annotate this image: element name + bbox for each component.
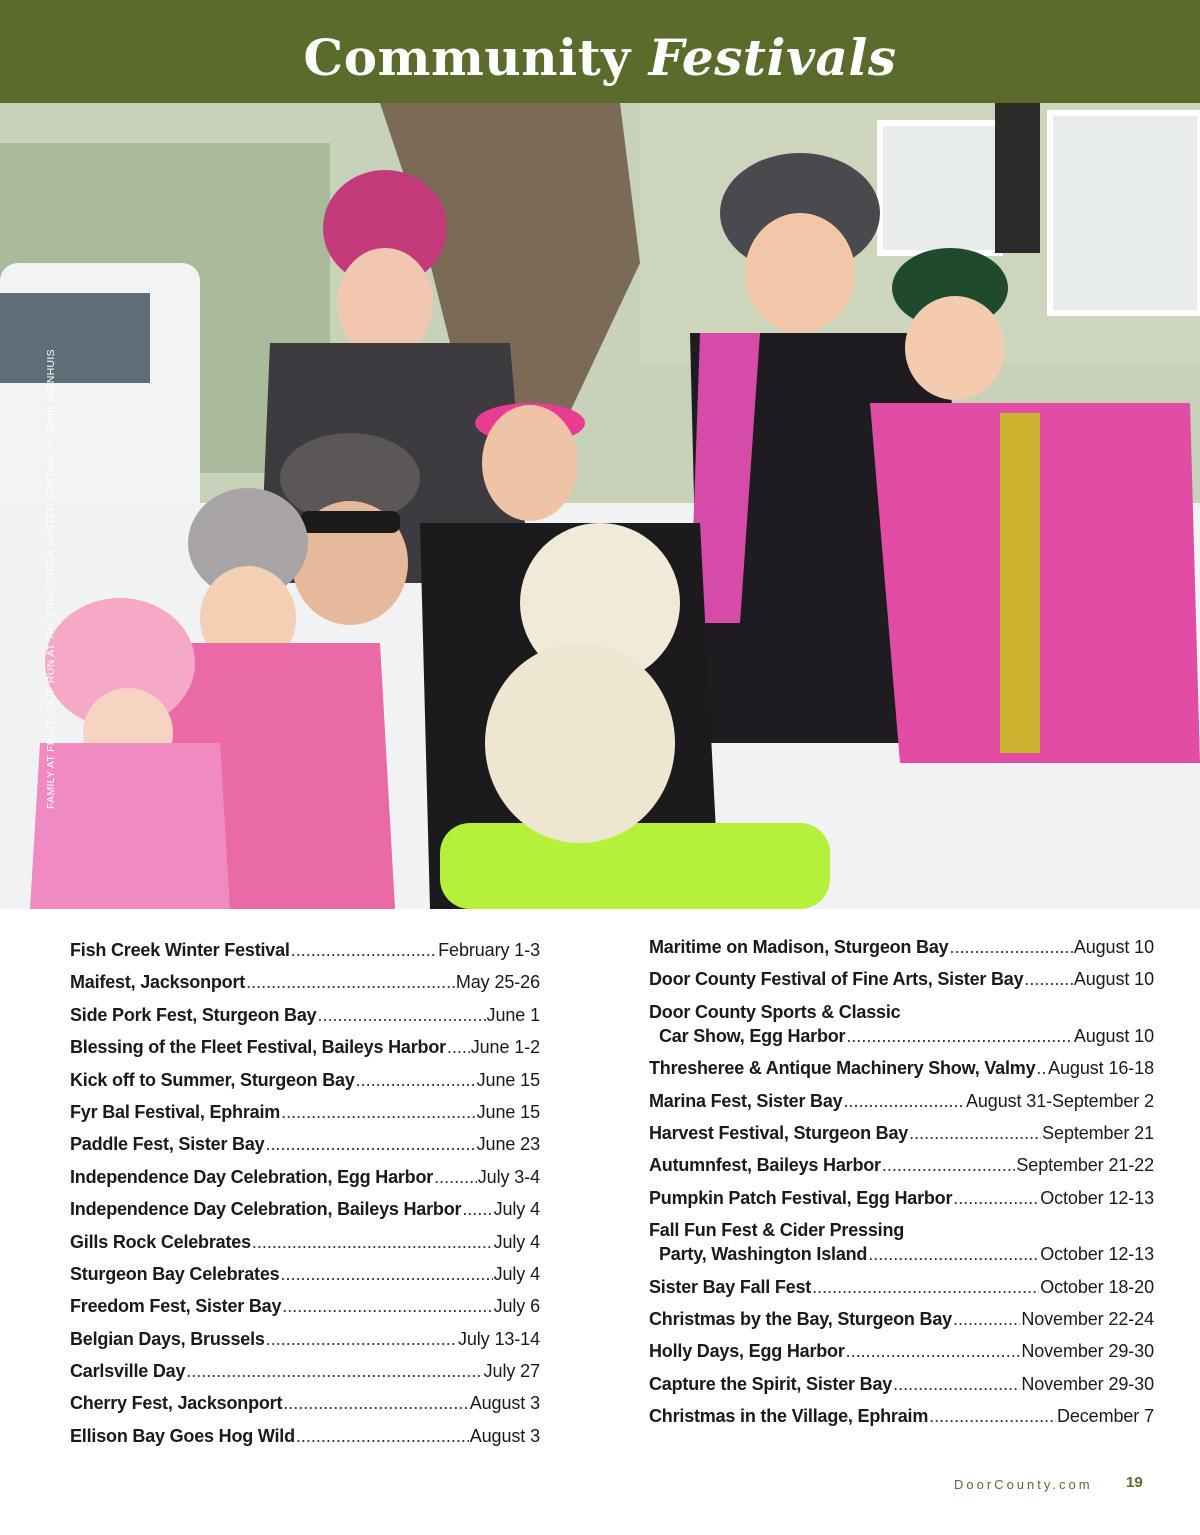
list-item xyxy=(649,931,1154,963)
festival-list-right xyxy=(649,931,1154,1432)
list-item xyxy=(649,1149,1154,1181)
festival-date: July 4 xyxy=(493,1263,540,1284)
dot-leader xyxy=(893,1368,1020,1400)
festival-date: June 15 xyxy=(476,1101,540,1122)
list-item xyxy=(70,1355,540,1387)
festival-name: Fyr Bal Festival, Ephraim xyxy=(70,1101,281,1122)
title-plain: Community xyxy=(303,28,631,87)
dot-leader xyxy=(356,1064,476,1096)
festival-name: Christmas by the Bay, Sturgeon Bay xyxy=(649,1308,952,1329)
list-item xyxy=(649,1335,1154,1367)
dot-leader xyxy=(283,1387,468,1419)
dot-leader xyxy=(291,934,437,966)
list-item xyxy=(70,1420,540,1452)
list-item-multiline xyxy=(649,996,1154,1052)
list-item xyxy=(70,1128,540,1160)
list-item xyxy=(70,934,540,966)
festival-name: Gills Rock Celebrates xyxy=(70,1231,251,1252)
festival-name: Sturgeon Bay Celebrates xyxy=(70,1263,280,1284)
list-item xyxy=(70,1161,540,1193)
festival-date: September 21 xyxy=(1042,1122,1154,1143)
list-item xyxy=(649,1400,1154,1432)
dot-leader xyxy=(843,1085,964,1117)
list-item xyxy=(649,1271,1154,1303)
footer-website: DoorCounty.com xyxy=(954,1477,1093,1492)
festival-name: Sister Bay Fall Fest xyxy=(649,1276,812,1297)
dot-leader xyxy=(949,931,1072,963)
list-item-continuation xyxy=(649,1020,1154,1052)
dot-leader xyxy=(282,1290,492,1322)
dot-leader xyxy=(882,1149,1016,1181)
dot-leader xyxy=(186,1355,482,1387)
dot-leader xyxy=(953,1182,1039,1214)
photo-credit: FAMILY AT FRUIT LOOP RUN AT THE FISH CREEK WINTER FESTIVAL © JOHN NIENHUIS xyxy=(45,349,57,809)
festival-date: June 1-2 xyxy=(470,1037,540,1058)
festival-name: Maifest, Jacksonport xyxy=(70,972,246,993)
festival-family-photo xyxy=(0,103,1200,909)
list-item xyxy=(70,1031,540,1063)
dot-leader xyxy=(447,1031,470,1063)
dot-leader xyxy=(846,1020,1072,1052)
festival-name: Fish Creek Winter Festival xyxy=(70,940,290,960)
festival-date: July 4 xyxy=(493,1199,540,1220)
dot-leader xyxy=(280,1258,492,1290)
dot-leader xyxy=(846,1335,1021,1367)
dot-leader xyxy=(281,1096,476,1128)
festival-date: August 10 xyxy=(1073,937,1154,957)
festival-date: June 23 xyxy=(476,1134,540,1155)
festival-name: Party, Washington Island xyxy=(659,1244,868,1265)
festival-date: November 29-30 xyxy=(1021,1373,1154,1394)
festival-date: June 1 xyxy=(486,1004,540,1025)
festival-name: Thresheree & Antique Machinery Show, Valmy xyxy=(649,1058,1036,1079)
festival-date: July 13-14 xyxy=(457,1328,540,1349)
festival-name: Holly Days, Egg Harbor xyxy=(649,1341,845,1362)
festival-name-line1: Fall Fun Fest & Cider Pressing xyxy=(649,1220,905,1241)
list-item xyxy=(70,999,540,1031)
festival-date: August 10 xyxy=(1073,1025,1154,1046)
festival-date: August 3 xyxy=(469,1393,540,1414)
festival-name: Carlsville Day xyxy=(70,1361,186,1382)
festival-date: February 1-3 xyxy=(438,940,540,960)
festival-name: Freedom Fest, Sister Bay xyxy=(70,1296,282,1317)
festival-name: Harvest Festival, Sturgeon Bay xyxy=(649,1122,909,1143)
dot-leader xyxy=(317,999,485,1031)
festival-name: Independence Day Celebration, Baileys Harbor xyxy=(70,1199,462,1220)
festival-name: Belgian Days, Brussels xyxy=(70,1328,265,1349)
photo-illustration xyxy=(0,103,1200,909)
festival-name: Paddle Fest, Sister Bay xyxy=(70,1134,265,1155)
festival-date: July 27 xyxy=(483,1361,540,1382)
festival-name: Ellison Bay Goes Hog Wild xyxy=(70,1425,295,1446)
list-item xyxy=(70,1226,540,1258)
dot-leader xyxy=(1024,963,1072,995)
dot-leader xyxy=(252,1226,493,1258)
list-item-continuation xyxy=(649,1238,1154,1270)
list-item xyxy=(70,1290,540,1322)
festival-name-line1: Door County Sports & Classic xyxy=(649,1001,901,1022)
header-band xyxy=(0,0,1200,103)
dot-leader xyxy=(296,1420,469,1452)
festival-name: Pumpkin Patch Festival, Egg Harbor xyxy=(649,1187,953,1208)
festival-date: July 6 xyxy=(493,1296,540,1317)
festival-name: Kick off to Summer, Sturgeon Bay xyxy=(70,1069,355,1090)
page-title xyxy=(303,28,896,87)
festival-name: Blessing of the Fleet Festival, Baileys Harbor xyxy=(70,1037,446,1058)
dot-leader xyxy=(868,1238,1039,1270)
list-item xyxy=(649,1303,1154,1335)
dot-leader xyxy=(1036,1052,1047,1084)
dot-leader xyxy=(246,966,455,998)
dot-leader xyxy=(812,1271,1039,1303)
title-italic: Festivals xyxy=(648,28,897,87)
festival-date: May 25-26 xyxy=(455,972,540,993)
festival-date: December 7 xyxy=(1056,1406,1154,1427)
festival-date: November 29-30 xyxy=(1021,1341,1154,1362)
festival-name: Car Show, Egg Harbor xyxy=(659,1025,846,1046)
festival-name: Maritime on Madison, Sturgeon Bay xyxy=(649,937,949,957)
list-item xyxy=(70,1387,540,1419)
festival-name: Independence Day Celebration, Egg Harbor xyxy=(70,1166,434,1187)
list-item xyxy=(649,1182,1154,1214)
festival-name: Capture the Spirit, Sister Bay xyxy=(649,1373,893,1394)
festival-date: August 10 xyxy=(1073,969,1154,990)
list-item xyxy=(649,1085,1154,1117)
list-item xyxy=(70,1323,540,1355)
festival-date: October 12-13 xyxy=(1040,1244,1154,1265)
festival-date: August 16-18 xyxy=(1048,1058,1154,1079)
festival-name: Christmas in the Village, Ephraim xyxy=(649,1406,929,1427)
festival-date: August 3 xyxy=(469,1425,540,1446)
festival-name: Cherry Fest, Jacksonport xyxy=(70,1393,283,1414)
list-item xyxy=(70,1096,540,1128)
list-item xyxy=(70,1258,540,1290)
festival-date: June 15 xyxy=(476,1069,540,1090)
festival-date: September 21-22 xyxy=(1016,1155,1154,1176)
festival-date: November 22-24 xyxy=(1021,1308,1154,1329)
list-item xyxy=(649,1052,1154,1084)
list-item xyxy=(70,1193,540,1225)
dot-leader xyxy=(929,1400,1056,1432)
dot-leader xyxy=(909,1117,1041,1149)
dot-leader xyxy=(434,1161,477,1193)
list-item xyxy=(649,963,1154,995)
list-item xyxy=(70,1064,540,1096)
dot-leader xyxy=(265,1128,475,1160)
list-item-multiline xyxy=(649,1214,1154,1270)
festival-date: July 4 xyxy=(493,1231,540,1252)
festival-name: Side Pork Fest, Sturgeon Bay xyxy=(70,1004,317,1025)
dot-leader xyxy=(462,1193,492,1225)
festival-date: October 12-13 xyxy=(1040,1187,1154,1208)
list-item xyxy=(649,1368,1154,1400)
festival-name: Autumnfest, Baileys Harbor xyxy=(649,1155,881,1176)
festival-list-left xyxy=(70,934,540,1452)
festival-name: Door County Festival of Fine Arts, Sister Bay xyxy=(649,969,1024,990)
festival-date: October 18-20 xyxy=(1040,1276,1154,1297)
festival-date: August 31-September 2 xyxy=(965,1090,1154,1111)
dot-leader xyxy=(953,1303,1020,1335)
page-number: 19 xyxy=(1126,1474,1143,1491)
festival-name: Marina Fest, Sister Bay xyxy=(649,1090,843,1111)
list-item xyxy=(649,1117,1154,1149)
festival-date: July 3-4 xyxy=(477,1166,540,1187)
dot-leader xyxy=(266,1323,457,1355)
list-item xyxy=(70,966,540,998)
